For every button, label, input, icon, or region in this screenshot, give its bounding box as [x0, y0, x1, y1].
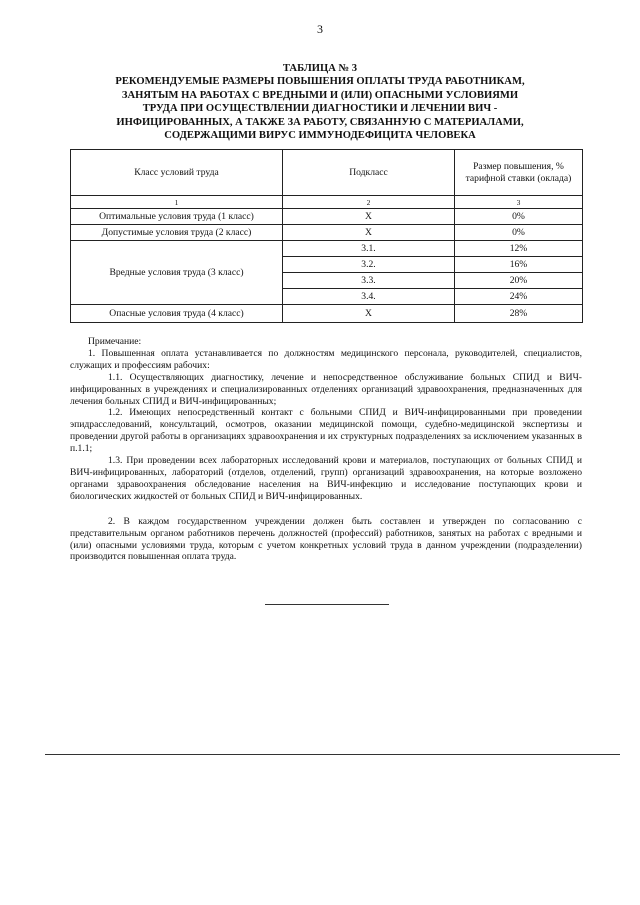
title-line: РЕКОМЕНДУЕМЫЕ РАЗМЕРЫ ПОВЫШЕНИЯ ОПЛАТЫ ТРУДА РАБОТНИКАМ, [115, 76, 525, 88]
title-line: СОДЕРЖАЩИМИ ВИРУС ИММУНОДЕФИЦИТА ЧЕЛОВЕКА [164, 130, 476, 142]
note-item: 1. Повышенная оплата устанавливается по должностям медицинского персонала, руководителей, специалистов, служащих и профессиям рабочих: [70, 347, 582, 371]
header-subclass: Подкласс [283, 150, 455, 196]
cell-subclass: 3.4. [283, 289, 455, 305]
table-row [71, 305, 583, 323]
cell-subclass: X [283, 225, 455, 241]
column-number: 3 [455, 196, 583, 209]
column-number: 1 [71, 196, 283, 209]
closing-divider [265, 604, 389, 605]
cell-rate: 12% [455, 241, 583, 257]
note-item: 1.2. Имеющих непосредственный контакт с больными СПИД и ВИЧ-инфицированными при проведении эпидрасследований, консультаций, осмотров, оказании медицинской помощи, судебно-медицинской экспертизы и проведении другой работы в организациях здравоохранения и их структурных подразделениях за исключением указанных в п.1.1; [70, 407, 582, 455]
column-number-row [71, 196, 583, 209]
cell-rate: 24% [455, 289, 583, 305]
cell-rate: 28% [455, 305, 583, 323]
table-row [71, 241, 583, 257]
note-item: 1.3. При проведении всех лабораторных исследований крови и материалов, поступающих от больных СПИД и ВИЧ-инфицированных, лабораторий (отделов, отделений, групп) организаций здравоохранения, на которые возложено органами здравоохранения обследование населения на ВИЧ-инфекцию и исследование поступающих крови и биологических жидкостей от больных СПИД и ВИЧ-инфицированных. [70, 455, 582, 502]
note-item: 1.1. Осуществляющих диагностику, лечение и непосредственное обслуживание больных СПИД и ВИЧ-инфицированных в учреждениях и специализированных отделениях организаций здравоохранения, предназначенных для лечения больных СПИД и ВИЧ-инфицированных; [70, 371, 582, 407]
cell-rate: 0% [455, 225, 583, 241]
title-line: ТРУДА ПРИ ОСУЩЕСТВЛЕНИИ ДИАГНОСТИКИ И ЛЕЧЕНИИ ВИЧ - [142, 103, 498, 115]
title-line: ТАБЛИЦА № 3 [282, 63, 358, 74]
note-item: 2. В каждом государственном учреждении должен быть составлен и утвержден по согласованию с представительным органом работников перечень должностей (профессий) работников, занятых на работах с вредными и (или) опасными условиями труда, которым с учетом конкретных условий труда в данном учреждении (подразделении) производится повышенная оплата труда. [70, 515, 582, 563]
header-rate: Размер повышения, % тарифной ставки (оклада) [455, 150, 583, 196]
title-line: ЗАНЯТЫМ НА РАБОТАХ С ВРЕДНЫМИ И (ИЛИ) ОПАСНЫМИ УСЛОВИЯМИ [121, 89, 519, 101]
table-header-row [71, 150, 583, 196]
table-row [71, 209, 583, 225]
cell-subclass: 3.2. [283, 257, 455, 273]
table-row [71, 225, 583, 241]
cell-subclass: 3.1. [283, 241, 455, 257]
table-title [60, 62, 580, 142]
title-line: ИНФИЦИРОВАННЫХ, А ТАКЖЕ ЗА РАБОТУ, СВЯЗАННУЮ С МАТЕРИАЛАМИ, [116, 116, 524, 128]
column-number: 2 [283, 196, 455, 209]
cell-rate: 16% [455, 257, 583, 273]
notes-heading: Примечание: [88, 336, 142, 347]
cell-subclass: X [283, 305, 455, 323]
bottom-divider [45, 754, 620, 755]
cell-subclass: 3.3. [283, 273, 455, 289]
header-class: Класс условий труда [71, 150, 283, 196]
cell-class: Оптимальные условия труда (1 класс) [71, 209, 283, 225]
cell-class: Вредные условия труда (3 класс) [71, 241, 283, 305]
cell-rate: 20% [455, 273, 583, 289]
cell-class: Допустимые условия труда (2 класс) [71, 225, 283, 241]
rates-table [70, 149, 583, 323]
notes-section [70, 336, 582, 563]
page-number: 3 [317, 22, 323, 36]
cell-class: Опасные условия труда (4 класс) [71, 305, 283, 323]
cell-subclass: X [283, 209, 455, 225]
cell-rate: 0% [455, 209, 583, 225]
